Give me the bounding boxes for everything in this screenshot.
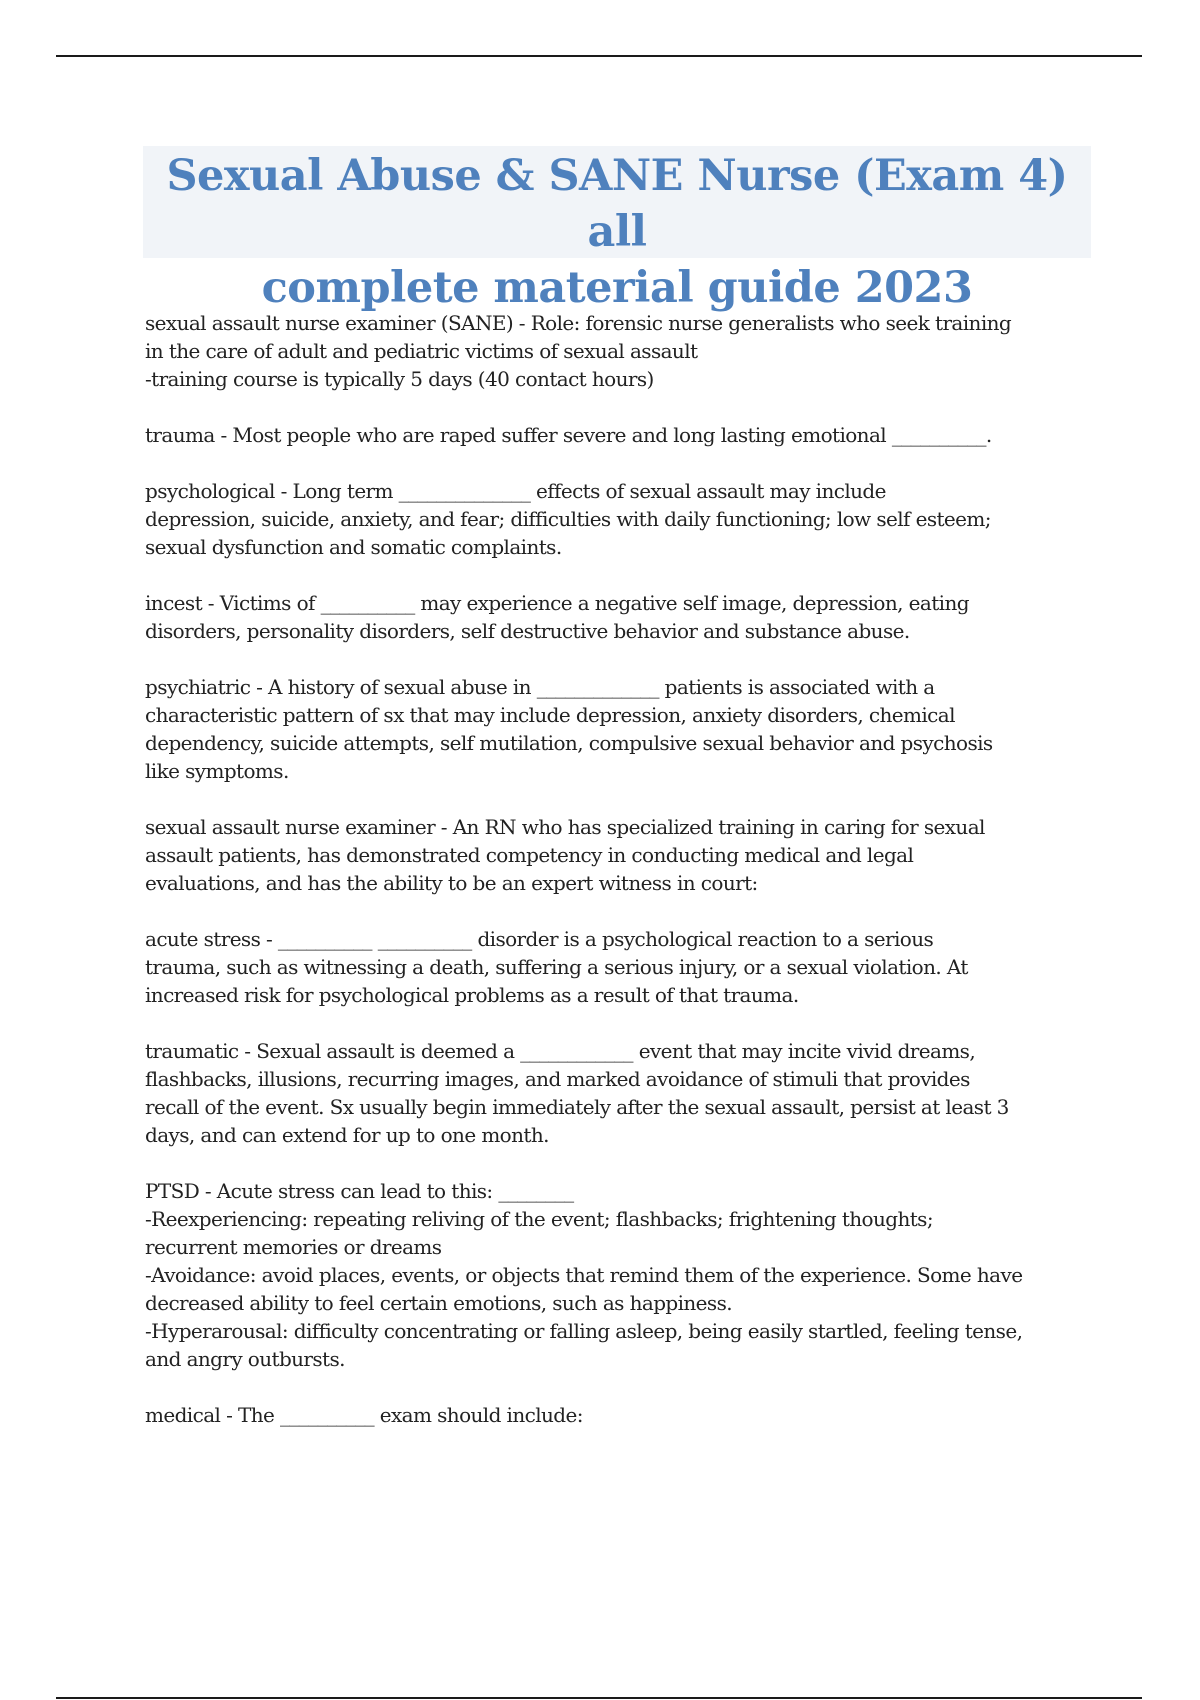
text-line: trauma - Most people who are raped suffer severe and long lasting emotional __________. <box>145 423 992 447</box>
entry-medical <box>145 1401 1085 1429</box>
title-box <box>143 146 1091 313</box>
text-line: psychiatric - A history of sexual abuse in _____________ patients is associated with a <box>145 675 935 699</box>
entry-sane-role <box>145 309 1085 393</box>
text-line: sexual assault nurse examiner - An RN who has specialized training in caring for sexual <box>145 815 985 839</box>
text-line: characteristic pattern of sx that may include depression, anxiety disorders, chemical <box>145 703 955 727</box>
text-line: trauma, such as witnessing a death, suffering a serious injury, or a sexual violation. At <box>145 955 968 979</box>
text-line: and angry outbursts. <box>145 1347 345 1371</box>
title-line-1: Sexual Abuse & SANE Nurse (Exam 4) all <box>166 151 1068 257</box>
text-line: medical - The __________ exam should include: <box>145 1403 583 1427</box>
text-line: sexual dysfunction and somatic complaints. <box>145 535 562 559</box>
text-line: recall of the event. Sx usually begin immediately after the sexual assault, persist at least 3 <box>145 1095 1009 1119</box>
entry-ptsd <box>145 1177 1085 1373</box>
text-line: days, and can extend for up to one month. <box>145 1123 549 1147</box>
entry-trauma <box>145 421 1085 449</box>
text-line: decreased ability to feel certain emotions, such as happiness. <box>145 1291 732 1315</box>
text-line: -training course is typically 5 days (40 contact hours) <box>145 367 654 391</box>
entry-psychological <box>145 477 1085 561</box>
text-line: in the care of adult and pediatric victims of sexual assault <box>145 339 698 363</box>
header-rule <box>56 55 1142 57</box>
text-line: PTSD - Acute stress can lead to this: ________ <box>145 1179 574 1203</box>
text-line: flashbacks, illusions, recurring images, and marked avoidance of stimuli that provides <box>145 1067 970 1091</box>
text-line: increased risk for psychological problems as a result of that trauma. <box>145 983 799 1007</box>
text-line: recurrent memories or dreams <box>145 1235 442 1259</box>
footer-rule <box>56 1697 1142 1699</box>
document-title <box>143 146 1091 316</box>
text-line: depression, suicide, anxiety, and fear; difficulties with daily functioning; low self esteem; <box>145 507 991 531</box>
text-line: traumatic - Sexual assault is deemed a ____________ event that may incite vivid dreams, <box>145 1039 976 1063</box>
text-line: incest - Victims of __________ may experience a negative self image, depression, eating <box>145 591 969 615</box>
text-line: evaluations, and has the ability to be an expert witness in court: <box>145 871 758 895</box>
text-line: dependency, suicide attempts, self mutilation, compulsive sexual behavior and psychosis <box>145 731 993 755</box>
entry-acute-stress <box>145 925 1085 1009</box>
text-line: acute stress - __________ __________ disorder is a psychological reaction to a serious <box>145 927 934 951</box>
document-body <box>145 309 1085 1457</box>
text-line: -Reexperiencing: repeating reliving of the event; flashbacks; frightening thoughts; <box>145 1207 933 1231</box>
entry-psychiatric <box>145 673 1085 785</box>
text-line: like symptoms. <box>145 759 289 783</box>
entry-traumatic <box>145 1037 1085 1149</box>
text-line: disorders, personality disorders, self destructive behavior and substance abuse. <box>145 619 910 643</box>
text-line: -Hyperarousal: difficulty concentrating or falling asleep, being easily startled, feeling tense, <box>145 1319 1023 1343</box>
entry-incest <box>145 589 1085 645</box>
text-line: sexual assault nurse examiner (SANE) - Role: forensic nurse generalists who seek training <box>145 311 1012 335</box>
title-line-2: complete material guide 2023 <box>261 263 973 313</box>
text-line: psychological - Long term ______________ effects of sexual assault may include <box>145 479 886 503</box>
entry-sane-definition <box>145 813 1085 897</box>
text-line: assault patients, has demonstrated competency in conducting medical and legal <box>145 843 914 867</box>
text-line: -Avoidance: avoid places, events, or objects that remind them of the experience. Some have <box>145 1263 1023 1287</box>
